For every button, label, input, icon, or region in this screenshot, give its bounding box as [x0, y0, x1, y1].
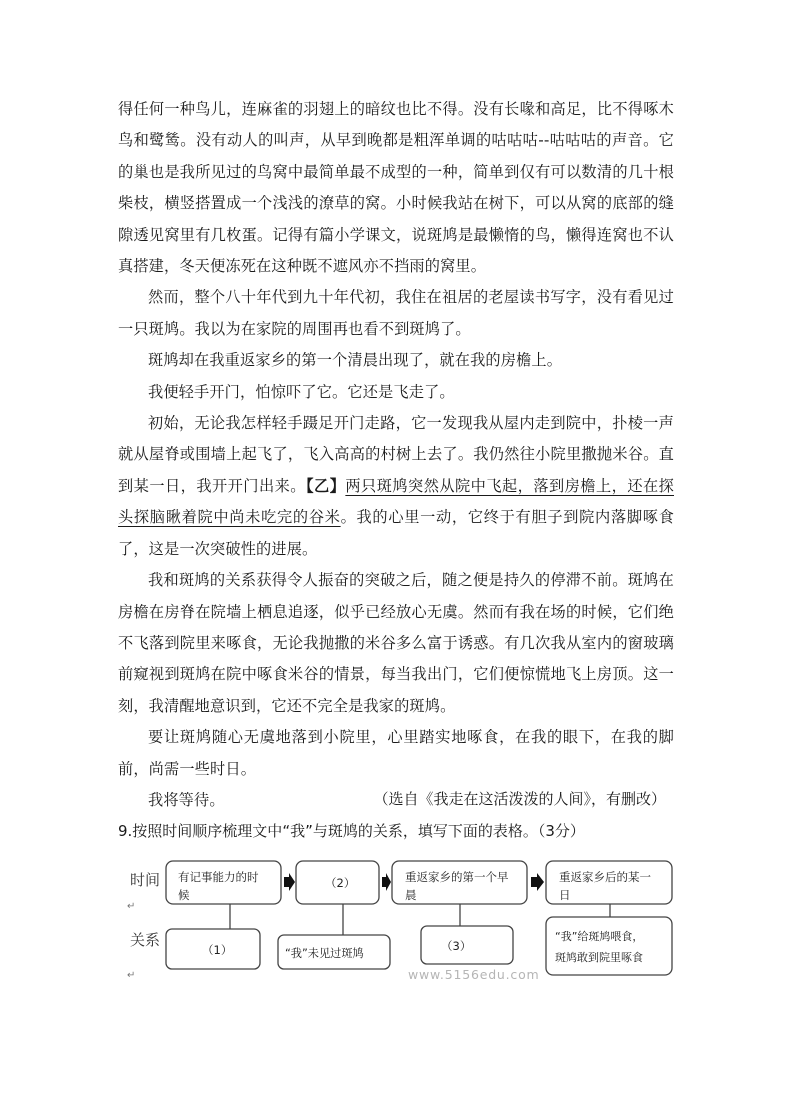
return-mark: ↵	[127, 901, 136, 912]
time-box-4-line-2: 日	[559, 888, 571, 902]
time-box-3-line-2: 晨	[405, 888, 417, 902]
paragraph-4: 我便轻手开门，怕惊吓了它。它还是飞走了。	[148, 382, 455, 401]
source-citation: （选自《我走在这活泼泼的人间》，有删改）	[373, 790, 666, 808]
paragraph-7: 要让斑鸠随心无虞地落到小院里，心里踏实地啄食，在我的眼下，在我的脚前，尚需一些时日。	[118, 728, 674, 778]
relation-box-1-text: （1）	[202, 943, 233, 957]
paragraph-1: 得任何一种鸟儿，连麻雀的羽翅上的暗纹也比不得。没有长喙和高足，比不得啄木鸟和鹭鸶。没有动人的叫声，从早到晚都是粗浑单调的咕咕咕--咕咕咕的声音。它的巢也是我所见过的鸟窝中最简单最不成型的一种，简单到仅有可以数清的几十根柴枝，横竖搭置成一个浅浅的潦草的窝。小时候我站在树下，可以从窝的底部的缝隙透见窝里有几枚蛋。记得有篇小学课文，说斑鸠是最懒惰的鸟，懒得连窝也不认真搭建，冬天便冻死在这种既不遮风亦不挡雨的窝里。	[118, 100, 674, 276]
paragraph-2: 然而，整个八十年代到九十年代初，我住在祖居的老屋读书写字，没有看见过一只斑鸠。我以为在家院的周围再也看不到斑鸠了。	[118, 288, 674, 338]
relation-box-4-line-2: 斑鸠敢到院里啄食	[555, 951, 643, 964]
timeline-diagram	[118, 856, 678, 986]
underlined-sentence: 两只斑鸠突然从院中飞起，落到房檐上，还在探头探脑瞅着院中尚未吃完的谷米	[118, 476, 674, 527]
paragraph-5	[118, 408, 674, 565]
timeline-svg	[118, 856, 678, 986]
return-mark: ↵	[127, 970, 136, 981]
article-body	[118, 94, 674, 816]
label-time: 时间	[130, 871, 161, 889]
relation-box-4-line-1: “我”给斑鸠喂食，	[555, 930, 644, 943]
arrow-right-icon	[284, 873, 295, 891]
relation-box-2-text: “我”未见过斑鸠	[285, 947, 364, 960]
relation-box-3-text: （3）	[441, 939, 472, 953]
arrow-right-icon	[382, 873, 391, 891]
time-box-4-line-1: 重返家乡后的某一	[559, 870, 651, 884]
label-relation: 关系	[130, 931, 161, 949]
paragraph-5-text-before: 初始，无论我怎样轻手蹑足开门走路，它一发现我从屋内走到院中，扑棱一声就从屋脊或围墙上起飞了，飞入高高的村树上去了。我仍然往小院里撒抛米谷。直到某一日，我开开门出来。	[118, 414, 674, 495]
paragraph-3: 斑鸠却在我重返家乡的第一个清晨出现了，就在我的房檐上。	[148, 351, 563, 370]
time-box-1-line-2: 候	[178, 888, 190, 902]
paragraph-6: 我和斑鸠的关系获得令人振奋的突破之后，随之便是持久的停滞不前。斑鸠在房檐在房脊在院墙上栖息追逐，似乎已经放心无虞。然而有我在场的时候，它们绝不飞落到院里来啄食，无论我抛撒的米谷多么富于诱惑。有几次我从室内的窗玻璃前窥视到斑鸠在院中啄食米谷的情景，每当我出门，它们便惊慌地飞上房顶。这一刻，我清醒地意识到，它还不完全是我家的斑鸠。	[118, 571, 674, 715]
paragraph-5-text-after: 。我的心里一动，它终于有胆子到院内落脚啄食了，这是一次突破性的进展。	[118, 508, 674, 558]
paragraph-8: 我将等待。	[148, 790, 225, 809]
relation-box-4	[546, 917, 672, 975]
arrow-right-icon	[531, 873, 544, 891]
time-box-3-line-1: 重返家乡的第一个早	[405, 870, 509, 884]
marker-yi: 【乙】	[305, 476, 346, 495]
time-box-2-text: （2）	[325, 876, 356, 890]
watermark: www.5156edu.com	[408, 967, 540, 982]
question-9: 9.按照时间顺序梳理文中“我”与斑鸠的关系，填写下面的表格。（3分）	[118, 822, 585, 840]
time-box-1-line-1: 有记事能力的时	[178, 870, 259, 884]
